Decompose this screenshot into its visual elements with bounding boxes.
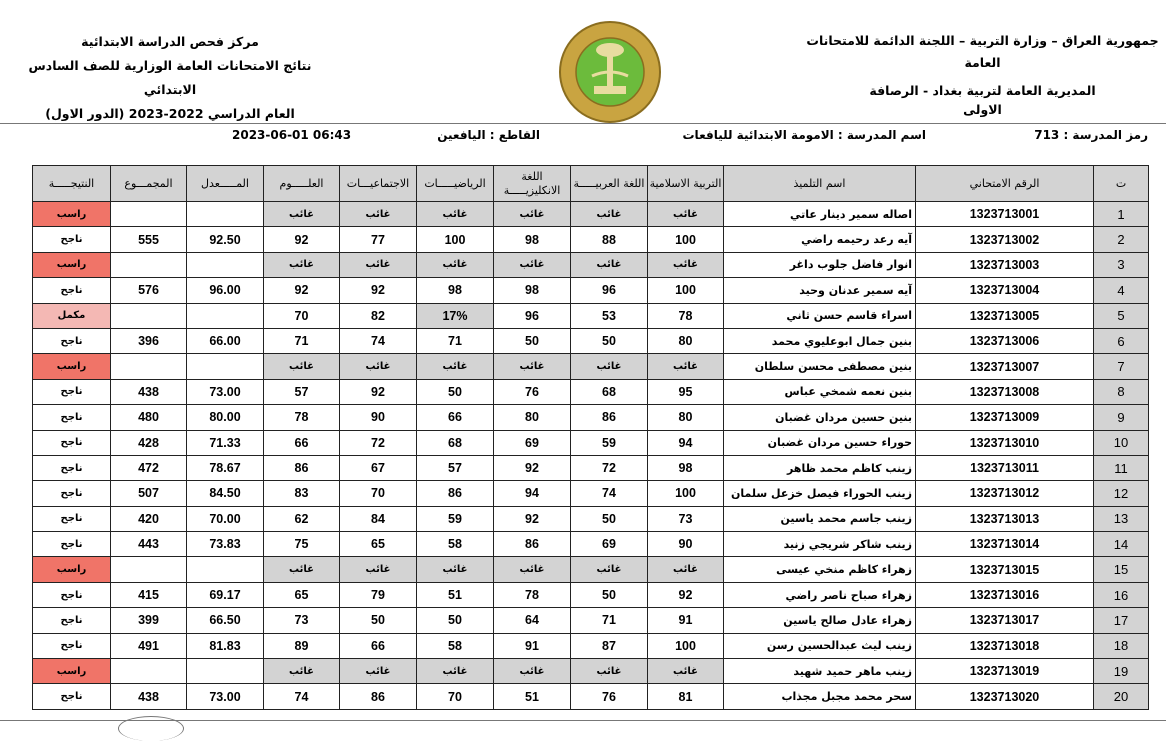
total-cell bbox=[111, 354, 187, 379]
average-cell: 66.50 bbox=[187, 608, 264, 633]
exam-number-cell: 1323713001 bbox=[916, 202, 1094, 227]
mark-cell-arabic: 74 bbox=[571, 481, 648, 506]
mark-cell-islamic: 80 bbox=[648, 405, 724, 430]
seq-cell: 10 bbox=[1094, 430, 1149, 455]
mark-cell-social: 77 bbox=[340, 227, 417, 252]
mark-cell-arabic: 53 bbox=[571, 303, 648, 328]
directorate-title: المديرية العامة لتربية بغداد - الرصافة bbox=[869, 83, 1096, 98]
result-badge: راسب bbox=[33, 252, 111, 277]
total-cell bbox=[111, 659, 187, 684]
student-name-cell: زينب شاكر شريجي زنيد bbox=[724, 532, 916, 557]
mark-cell-math: 50 bbox=[417, 608, 494, 633]
mark-cell-arabic: 71 bbox=[571, 608, 648, 633]
mark-cell-social: 92 bbox=[340, 278, 417, 303]
column-header-english: اللغة الانكليزيـــــة bbox=[494, 166, 571, 202]
mark-cell-social: غائب bbox=[340, 252, 417, 277]
seq-cell: 12 bbox=[1094, 481, 1149, 506]
result-badge: ناجح bbox=[33, 633, 111, 658]
total-cell: 576 bbox=[111, 278, 187, 303]
mark-cell-english: 92 bbox=[494, 506, 571, 531]
total-cell bbox=[111, 202, 187, 227]
table-row bbox=[33, 278, 1149, 303]
mark-cell-science: 62 bbox=[264, 506, 340, 531]
mark-cell-social: غائب bbox=[340, 202, 417, 227]
column-header-islamic: التربية الاسلامية bbox=[648, 166, 724, 202]
column-header-math: الرياضيـــــات bbox=[417, 166, 494, 202]
mark-cell-arabic: 72 bbox=[571, 455, 648, 480]
mark-cell-english: 50 bbox=[494, 328, 571, 353]
mark-cell-islamic: 91 bbox=[648, 608, 724, 633]
seq-cell: 3 bbox=[1094, 252, 1149, 277]
average-cell: 92.50 bbox=[187, 227, 264, 252]
table-row bbox=[33, 354, 1149, 379]
mark-cell-science: غائب bbox=[264, 659, 340, 684]
exam-number-cell: 1323713015 bbox=[916, 557, 1094, 582]
average-cell: 96.00 bbox=[187, 278, 264, 303]
student-name-cell: سحر محمد مجبل مجذاب bbox=[724, 684, 916, 709]
mark-cell-arabic: 86 bbox=[571, 405, 648, 430]
table-row bbox=[33, 430, 1149, 455]
table-row bbox=[33, 405, 1149, 430]
mark-cell-islamic: غائب bbox=[648, 202, 724, 227]
header-left bbox=[10, 30, 330, 126]
average-cell bbox=[187, 252, 264, 277]
mark-cell-social: 66 bbox=[340, 633, 417, 658]
average-cell: 80.00 bbox=[187, 405, 264, 430]
seq-cell: 15 bbox=[1094, 557, 1149, 582]
exam-number-cell: 1323713002 bbox=[916, 227, 1094, 252]
mark-cell-arabic: 50 bbox=[571, 328, 648, 353]
mark-cell-arabic: 50 bbox=[571, 582, 648, 607]
mark-cell-social: 67 bbox=[340, 455, 417, 480]
mark-cell-islamic: 81 bbox=[648, 684, 724, 709]
student-name-cell: انوار فاضل جلوب داغر bbox=[724, 252, 916, 277]
mark-cell-arabic: غائب bbox=[571, 252, 648, 277]
seq-cell: 8 bbox=[1094, 379, 1149, 404]
mark-cell-math: 98 bbox=[417, 278, 494, 303]
mark-cell-science: 57 bbox=[264, 379, 340, 404]
mark-cell-arabic: 88 bbox=[571, 227, 648, 252]
table-row bbox=[33, 481, 1149, 506]
mark-cell-arabic: 69 bbox=[571, 532, 648, 557]
average-cell bbox=[187, 202, 264, 227]
result-badge: ناجح bbox=[33, 506, 111, 531]
result-badge: ناجح bbox=[33, 684, 111, 709]
total-cell: 507 bbox=[111, 481, 187, 506]
mark-cell-science: 75 bbox=[264, 532, 340, 557]
mark-cell-math: 86 bbox=[417, 481, 494, 506]
exam-number-cell: 1323713011 bbox=[916, 455, 1094, 480]
mark-cell-arabic: غائب bbox=[571, 659, 648, 684]
total-cell: 428 bbox=[111, 430, 187, 455]
table-row bbox=[33, 202, 1149, 227]
mark-cell-math: 70 bbox=[417, 684, 494, 709]
mark-cell-social: 86 bbox=[340, 684, 417, 709]
mark-cell-english: 76 bbox=[494, 379, 571, 404]
mark-cell-math: 58 bbox=[417, 633, 494, 658]
result-badge: ناجح bbox=[33, 430, 111, 455]
seq-cell: 11 bbox=[1094, 455, 1149, 480]
mark-cell-science: 78 bbox=[264, 405, 340, 430]
student-name-cell: بنين جمال ابوعليوي محمد bbox=[724, 328, 916, 353]
ministry-of-education-logo bbox=[558, 20, 662, 124]
mark-cell-math: غائب bbox=[417, 354, 494, 379]
mark-cell-social: 79 bbox=[340, 582, 417, 607]
mark-cell-english: 51 bbox=[494, 684, 571, 709]
seq-cell: 20 bbox=[1094, 684, 1149, 709]
result-badge: ناجح bbox=[33, 582, 111, 607]
result-badge: راسب bbox=[33, 202, 111, 227]
mark-cell-math: 17% bbox=[417, 303, 494, 328]
exam-number-cell: 1323713014 bbox=[916, 532, 1094, 557]
mark-cell-english: 69 bbox=[494, 430, 571, 455]
mark-cell-science: 86 bbox=[264, 455, 340, 480]
mark-cell-science: 73 bbox=[264, 608, 340, 633]
seq-cell: 1 bbox=[1094, 202, 1149, 227]
mark-cell-science: 89 bbox=[264, 633, 340, 658]
result-badge: ناجح bbox=[33, 278, 111, 303]
seq-cell: 9 bbox=[1094, 405, 1149, 430]
student-name-cell: زينب جاسم محمد ياسين bbox=[724, 506, 916, 531]
results-table bbox=[32, 165, 1149, 710]
average-cell: 78.67 bbox=[187, 455, 264, 480]
column-header-science: العلـــــوم bbox=[264, 166, 340, 202]
mark-cell-math: 71 bbox=[417, 328, 494, 353]
mark-cell-science: غائب bbox=[264, 557, 340, 582]
mark-cell-social: 72 bbox=[340, 430, 417, 455]
average-cell: 66.00 bbox=[187, 328, 264, 353]
student-name-cell: زهراء كاظم منخي عيسى bbox=[724, 557, 916, 582]
mark-cell-math: 59 bbox=[417, 506, 494, 531]
mark-cell-islamic: 98 bbox=[648, 455, 724, 480]
mark-cell-science: 74 bbox=[264, 684, 340, 709]
average-cell: 71.33 bbox=[187, 430, 264, 455]
mark-cell-islamic: 78 bbox=[648, 303, 724, 328]
average-cell: 81.83 bbox=[187, 633, 264, 658]
mark-cell-math: غائب bbox=[417, 659, 494, 684]
mark-cell-science: غائب bbox=[264, 202, 340, 227]
student-name-cell: زينب ماهر حميد شهيد bbox=[724, 659, 916, 684]
academic-year: العام الدراسي 2022-2023 (الدور الاول) bbox=[45, 106, 295, 121]
table-row bbox=[33, 608, 1149, 633]
mark-cell-islamic: غائب bbox=[648, 659, 724, 684]
mark-cell-english: 78 bbox=[494, 582, 571, 607]
table-row bbox=[33, 684, 1149, 709]
mark-cell-islamic: 80 bbox=[648, 328, 724, 353]
average-cell bbox=[187, 303, 264, 328]
exam-number-cell: 1323713012 bbox=[916, 481, 1094, 506]
result-badge: مكمل bbox=[33, 303, 111, 328]
result-badge: ناجح bbox=[33, 455, 111, 480]
mark-cell-arabic: 96 bbox=[571, 278, 648, 303]
mark-cell-social: 74 bbox=[340, 328, 417, 353]
student-name-cell: زهراء صباح ناصر راضي bbox=[724, 582, 916, 607]
column-header-result: النتيجـــــة bbox=[33, 166, 111, 202]
mark-cell-science: غائب bbox=[264, 252, 340, 277]
mark-cell-social: غائب bbox=[340, 557, 417, 582]
total-cell: 399 bbox=[111, 608, 187, 633]
mark-cell-arabic: غائب bbox=[571, 202, 648, 227]
total-cell: 396 bbox=[111, 328, 187, 353]
exam-number-cell: 1323713019 bbox=[916, 659, 1094, 684]
result-badge: ناجح bbox=[33, 532, 111, 557]
seq-cell: 5 bbox=[1094, 303, 1149, 328]
average-cell bbox=[187, 354, 264, 379]
mark-cell-science: 70 bbox=[264, 303, 340, 328]
table-row bbox=[33, 633, 1149, 658]
result-badge: ناجح bbox=[33, 405, 111, 430]
mark-cell-math: 50 bbox=[417, 379, 494, 404]
mark-cell-math: غائب bbox=[417, 252, 494, 277]
mark-cell-islamic: غائب bbox=[648, 252, 724, 277]
table-row bbox=[33, 659, 1149, 684]
result-badge: راسب bbox=[33, 557, 111, 582]
exam-number-cell: 1323713009 bbox=[916, 405, 1094, 430]
sector: القاطع : اليافعين bbox=[437, 128, 540, 142]
total-cell: 438 bbox=[111, 379, 187, 404]
result-badge: ناجح bbox=[33, 608, 111, 633]
mark-cell-social: 82 bbox=[340, 303, 417, 328]
table-row bbox=[33, 557, 1149, 582]
mark-cell-social: غائب bbox=[340, 659, 417, 684]
column-header-seq: ت bbox=[1094, 166, 1149, 202]
table-header-row bbox=[33, 166, 1149, 202]
student-name-cell: آيه سمير عدنان وحيد bbox=[724, 278, 916, 303]
mark-cell-arabic: غائب bbox=[571, 354, 648, 379]
total-cell bbox=[111, 303, 187, 328]
exam-number-cell: 1323713005 bbox=[916, 303, 1094, 328]
student-name-cell: زينب كاظم محمد ظاهر bbox=[724, 455, 916, 480]
mark-cell-english: 98 bbox=[494, 278, 571, 303]
student-name-cell: زينب الحوراء فيصل خزعل سلمان bbox=[724, 481, 916, 506]
header-right bbox=[805, 30, 1160, 118]
table-row bbox=[33, 227, 1149, 252]
column-header-exam-number: الرقم الامتحاني bbox=[916, 166, 1094, 202]
mark-cell-arabic: 50 bbox=[571, 506, 648, 531]
mark-cell-islamic: 100 bbox=[648, 633, 724, 658]
mark-cell-math: 51 bbox=[417, 582, 494, 607]
mark-cell-english: 94 bbox=[494, 481, 571, 506]
seq-cell: 17 bbox=[1094, 608, 1149, 633]
mark-cell-english: غائب bbox=[494, 659, 571, 684]
column-header-arabic: اللغة العربيـــــة bbox=[571, 166, 648, 202]
student-name-cell: بنين مصطفى محسن سلطان bbox=[724, 354, 916, 379]
mark-cell-english: غائب bbox=[494, 202, 571, 227]
mark-cell-islamic: غائب bbox=[648, 557, 724, 582]
student-name-cell: زينب ليث عبدالحسين رسن bbox=[724, 633, 916, 658]
total-cell bbox=[111, 557, 187, 582]
mark-cell-islamic: 73 bbox=[648, 506, 724, 531]
total-cell: 420 bbox=[111, 506, 187, 531]
table-row bbox=[33, 328, 1149, 353]
mark-cell-math: غائب bbox=[417, 557, 494, 582]
student-name-cell: زهراء عادل صالح ياسين bbox=[724, 608, 916, 633]
mark-cell-arabic: 59 bbox=[571, 430, 648, 455]
seq-cell: 2 bbox=[1094, 227, 1149, 252]
mark-cell-social: 90 bbox=[340, 405, 417, 430]
average-cell bbox=[187, 557, 264, 582]
mark-cell-english: غائب bbox=[494, 557, 571, 582]
total-cell: 415 bbox=[111, 582, 187, 607]
student-name-cell: اسراء قاسم حسن ثاني bbox=[724, 303, 916, 328]
total-cell: 443 bbox=[111, 532, 187, 557]
total-cell: 555 bbox=[111, 227, 187, 252]
mark-cell-science: 92 bbox=[264, 278, 340, 303]
student-name-cell: آيه رعد رحيمه راضي bbox=[724, 227, 916, 252]
total-cell: 438 bbox=[111, 684, 187, 709]
mark-cell-science: 92 bbox=[264, 227, 340, 252]
seq-cell: 6 bbox=[1094, 328, 1149, 353]
result-badge: راسب bbox=[33, 659, 111, 684]
seq-cell: 14 bbox=[1094, 532, 1149, 557]
mark-cell-english: 91 bbox=[494, 633, 571, 658]
table-row bbox=[33, 532, 1149, 557]
student-name-cell: بنين حسين مردان غضبان bbox=[724, 405, 916, 430]
mark-cell-social: 84 bbox=[340, 506, 417, 531]
student-name-cell: حوراء حسين مردان غضبان bbox=[724, 430, 916, 455]
mark-cell-english: 98 bbox=[494, 227, 571, 252]
mark-cell-islamic: 90 bbox=[648, 532, 724, 557]
seq-cell: 4 bbox=[1094, 278, 1149, 303]
exam-number-cell: 1323713007 bbox=[916, 354, 1094, 379]
mark-cell-islamic: 95 bbox=[648, 379, 724, 404]
seq-cell: 19 bbox=[1094, 659, 1149, 684]
average-cell: 69.17 bbox=[187, 582, 264, 607]
mark-cell-arabic: 68 bbox=[571, 379, 648, 404]
result-badge: ناجح bbox=[33, 328, 111, 353]
ministry-title: جمهورية العراق – وزارة التربية – اللجنة الدائمة للامتحانات العامة bbox=[806, 33, 1159, 70]
mark-cell-math: 58 bbox=[417, 532, 494, 557]
mark-cell-english: غائب bbox=[494, 252, 571, 277]
average-cell: 84.50 bbox=[187, 481, 264, 506]
column-header-social: الاجتماعيـــات bbox=[340, 166, 417, 202]
exam-number-cell: 1323713008 bbox=[916, 379, 1094, 404]
signature-mark bbox=[118, 716, 184, 741]
seq-cell: 13 bbox=[1094, 506, 1149, 531]
table-row bbox=[33, 506, 1149, 531]
header-divider bbox=[0, 123, 1166, 124]
center-title: مركز فحص الدراسة الابتدائية bbox=[81, 34, 259, 49]
mark-cell-islamic: غائب bbox=[648, 354, 724, 379]
mark-cell-social: 50 bbox=[340, 608, 417, 633]
exam-number-cell: 1323713010 bbox=[916, 430, 1094, 455]
mark-cell-science: غائب bbox=[264, 354, 340, 379]
mark-cell-science: 65 bbox=[264, 582, 340, 607]
mark-cell-islamic: 92 bbox=[648, 582, 724, 607]
exam-number-cell: 1323713017 bbox=[916, 608, 1094, 633]
mark-cell-math: 100 bbox=[417, 227, 494, 252]
mark-cell-english: 96 bbox=[494, 303, 571, 328]
mark-cell-math: غائب bbox=[417, 202, 494, 227]
results-title: نتائج الامتحانات العامة الوزارية للصف السادس الابتدائي bbox=[28, 58, 312, 97]
mark-cell-social: 92 bbox=[340, 379, 417, 404]
exam-number-cell: 1323713013 bbox=[916, 506, 1094, 531]
student-name-cell: بنين نعمه شمخي عباس bbox=[724, 379, 916, 404]
mark-cell-islamic: 94 bbox=[648, 430, 724, 455]
mark-cell-english: 64 bbox=[494, 608, 571, 633]
mark-cell-arabic: غائب bbox=[571, 557, 648, 582]
result-badge: ناجح bbox=[33, 379, 111, 404]
mark-cell-social: 65 bbox=[340, 532, 417, 557]
exam-number-cell: 1323713003 bbox=[916, 252, 1094, 277]
exam-number-cell: 1323713006 bbox=[916, 328, 1094, 353]
school-name: اسم المدرسة : الامومة الابتدائية لليافعات bbox=[682, 128, 926, 142]
column-header-average: المـــــعدل bbox=[187, 166, 264, 202]
mark-cell-islamic: 100 bbox=[648, 278, 724, 303]
result-badge: ناجح bbox=[33, 227, 111, 252]
mark-cell-social: 70 bbox=[340, 481, 417, 506]
average-cell: 70.00 bbox=[187, 506, 264, 531]
seq-cell: 18 bbox=[1094, 633, 1149, 658]
print-datetime: 2023-06-01 06:43 bbox=[232, 128, 352, 142]
total-cell: 472 bbox=[111, 455, 187, 480]
total-cell: 480 bbox=[111, 405, 187, 430]
mark-cell-english: 92 bbox=[494, 455, 571, 480]
mark-cell-science: 71 bbox=[264, 328, 340, 353]
result-badge: راسب bbox=[33, 354, 111, 379]
directorate-subtitle: الاولى bbox=[963, 102, 1002, 117]
exam-number-cell: 1323713018 bbox=[916, 633, 1094, 658]
mark-cell-arabic: 87 bbox=[571, 633, 648, 658]
average-cell bbox=[187, 659, 264, 684]
mark-cell-english: غائب bbox=[494, 354, 571, 379]
seq-cell: 16 bbox=[1094, 582, 1149, 607]
column-header-total: المجمـــوع bbox=[111, 166, 187, 202]
table-row bbox=[33, 252, 1149, 277]
table-row bbox=[33, 379, 1149, 404]
average-cell: 73.00 bbox=[187, 379, 264, 404]
exam-number-cell: 1323713020 bbox=[916, 684, 1094, 709]
average-cell: 73.83 bbox=[187, 532, 264, 557]
mark-cell-english: 80 bbox=[494, 405, 571, 430]
mark-cell-math: 66 bbox=[417, 405, 494, 430]
seq-cell: 7 bbox=[1094, 354, 1149, 379]
table-row bbox=[33, 303, 1149, 328]
mark-cell-science: 83 bbox=[264, 481, 340, 506]
exam-number-cell: 1323713016 bbox=[916, 582, 1094, 607]
mark-cell-math: 68 bbox=[417, 430, 494, 455]
mark-cell-social: غائب bbox=[340, 354, 417, 379]
mark-cell-math: 57 bbox=[417, 455, 494, 480]
student-name-cell: اصاله سمير دينار عاتي bbox=[724, 202, 916, 227]
table-row bbox=[33, 455, 1149, 480]
mark-cell-islamic: 100 bbox=[648, 227, 724, 252]
mark-cell-arabic: 76 bbox=[571, 684, 648, 709]
table-row bbox=[33, 582, 1149, 607]
school-code: رمز المدرسة : 713 bbox=[1034, 128, 1148, 142]
result-badge: ناجح bbox=[33, 481, 111, 506]
exam-number-cell: 1323713004 bbox=[916, 278, 1094, 303]
total-cell: 491 bbox=[111, 633, 187, 658]
total-cell bbox=[111, 252, 187, 277]
mark-cell-islamic: 100 bbox=[648, 481, 724, 506]
mark-cell-science: 66 bbox=[264, 430, 340, 455]
average-cell: 73.00 bbox=[187, 684, 264, 709]
column-header-student-name: اسم التلميذ bbox=[724, 166, 916, 202]
mark-cell-english: 86 bbox=[494, 532, 571, 557]
